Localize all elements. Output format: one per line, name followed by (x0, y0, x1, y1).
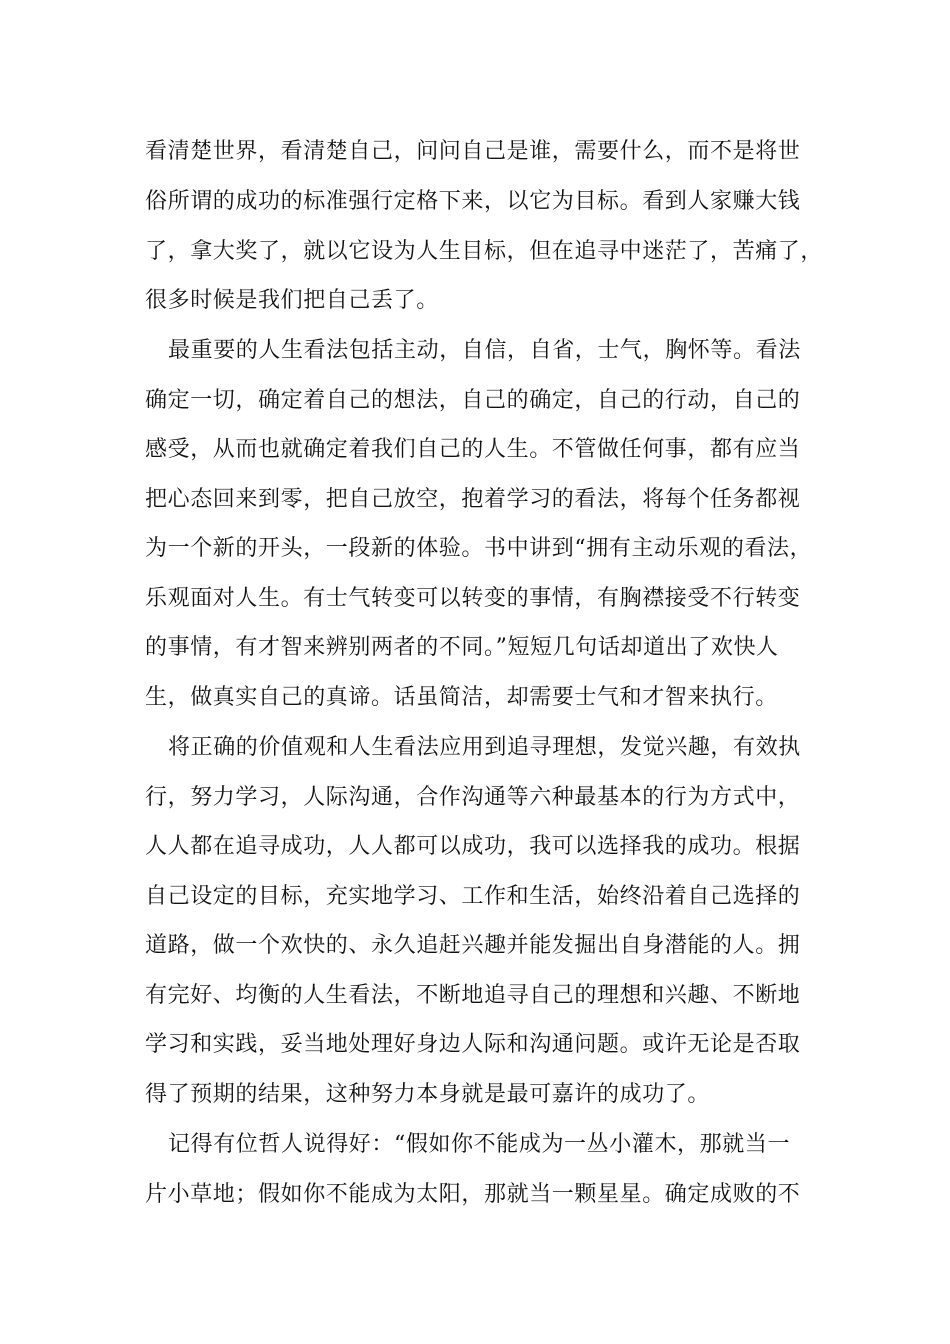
text-line: 俗所谓的成功的标准强行定格下来，以它为目标。看到人家赚大钱 (145, 189, 801, 214)
text-line: 的事情，有才智来辨别两者的不同。”短短几句话却道出了欢快人 (145, 635, 779, 660)
text-line: 很多时候是我们把自己丢了。 (145, 288, 439, 313)
text-line: 有完好、均衡的人生看法，不断地追寻自己的理想和兴趣、不断地 (145, 983, 801, 1008)
text-line: 道路，做一个欢快的、永久追赶兴趣并能发掘出自身潜能的人。拥 (145, 933, 801, 958)
text-line: 行，努力学习，人际沟通，合作沟通等六种最基本的行为方式中， (145, 785, 801, 810)
text-line: 得了预期的结果，这种努力本身就是最可嘉许的成功了。 (145, 1082, 711, 1107)
paragraph-first-line: 最重要的人生看法包括主动，自信，自省，士气，胸怀等。看法 (168, 338, 801, 363)
paragraph-first-line: 将正确的价值观和人生看法应用到追寻理想，发觉兴趣，有效执 (168, 735, 801, 760)
text-line: 把心态回来到零，把自己放空，抱着学习的看法，将每个任务都视 (145, 487, 801, 512)
text-line: 自己设定的目标，充实地学习、工作和生活，始终沿着自己选择的 (145, 884, 801, 909)
text-line: 生，做真实自己的真谛。话虽简洁，却需要士气和才智来执行。 (145, 685, 778, 710)
text-line: 乐观面对人生。有士气转变可以转变的事情，有胸襟接受不行转变 (145, 586, 801, 611)
text-line: 确定一切，确定着自己的想法，自己的确定，自己的行动，自己的 (145, 388, 801, 413)
text-line: 片小草地；假如你不能成为太阳，那就当一颗星星。确定成败的不 (145, 1182, 801, 1207)
text-line: 看清楚世界，看清楚自己，问问自己是谁，需要什么，而不是将世 (145, 139, 801, 164)
text-line: 人人都在追寻成功，人人都可以成功，我可以选择我的成功。根据 (145, 834, 801, 859)
text-line: 了，拿大奖了，就以它设为人生目标，但在追寻中迷茫了，苦痛了， (145, 239, 824, 264)
text-line: 为一个新的开头，一段新的体验。书中讲到“拥有主动乐观的看法， (145, 536, 813, 561)
text-line: 感受，从而也就确定着我们自己的人生。不管做任何事，都有应当 (145, 437, 801, 462)
paragraph-first-line: 记得有位哲人说得好：“假如你不能成为一丛小灌木，那就当一 (168, 1132, 791, 1157)
text-line: 学习和实践，妥当地处理好身边人际和沟通问题。或许无论是否取 (145, 1032, 801, 1057)
